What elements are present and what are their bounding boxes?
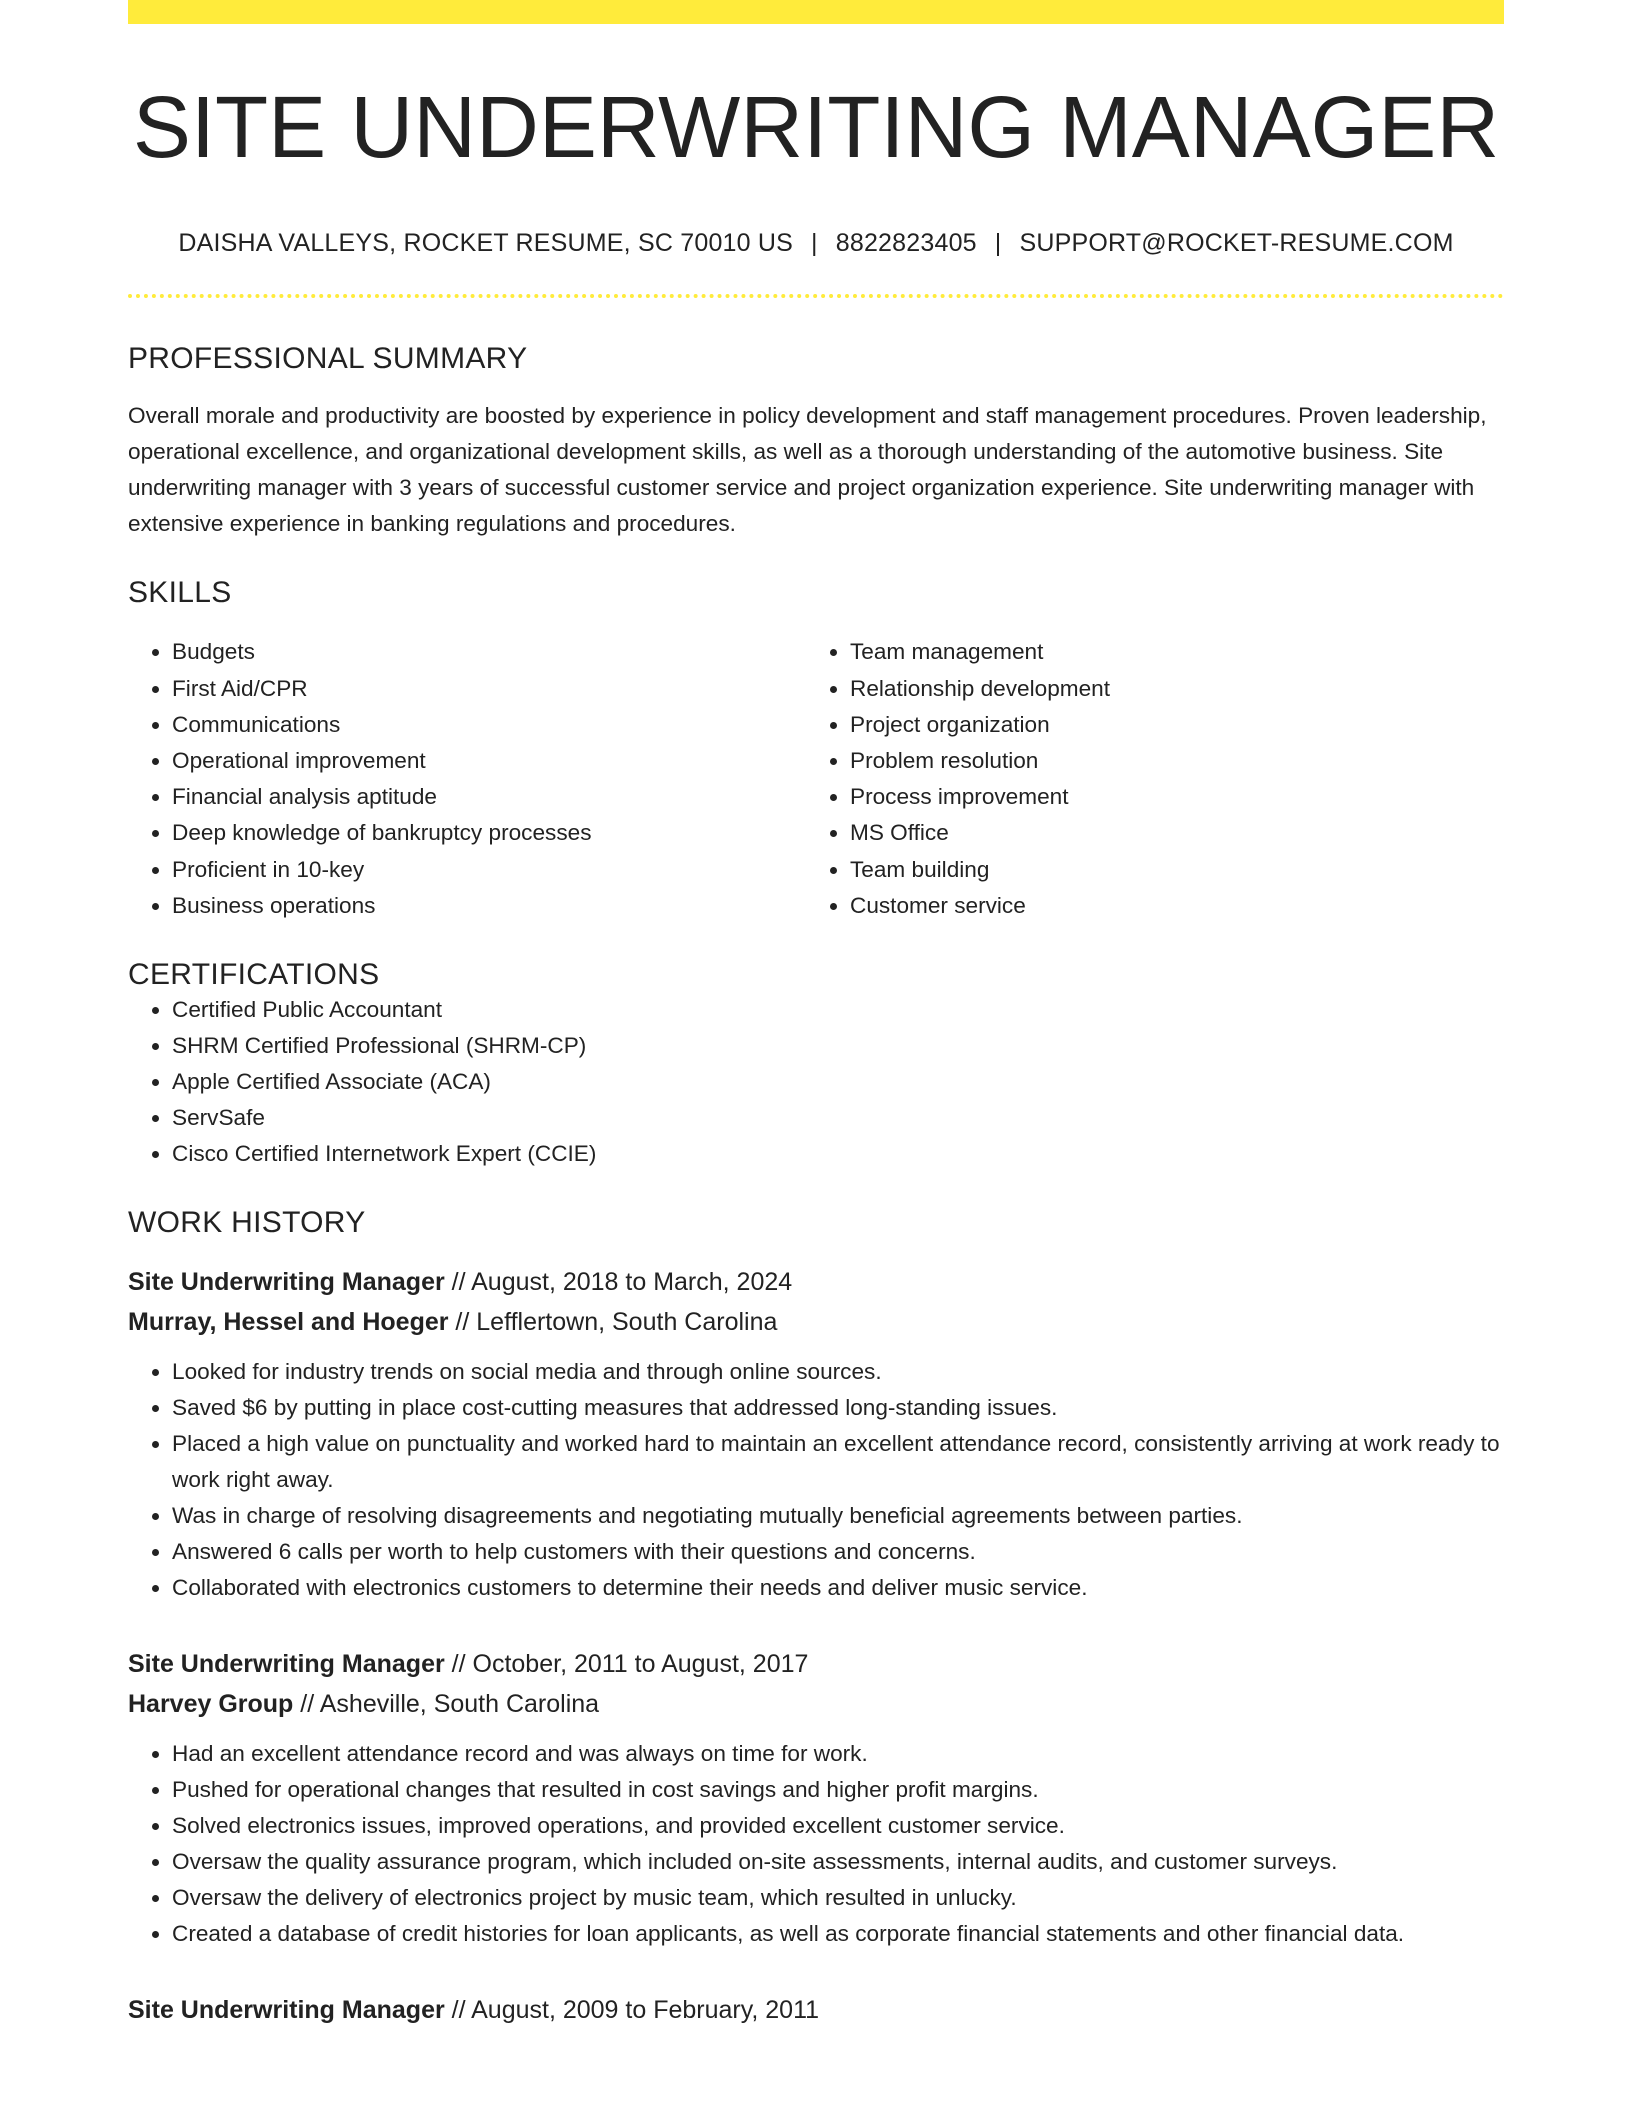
job-duty-item: • Oversaw the quality assurance program, which included on-site assessments, internal audits, and customer surveys.	[172, 1844, 1504, 1880]
certification-item: • Apple Certified Associate (ACA)	[172, 1064, 1504, 1100]
contact-separator: |	[811, 229, 818, 258]
skills-column-left	[128, 634, 806, 924]
skill-item: • Budgets	[172, 634, 806, 670]
skill-item: • Customer service	[850, 888, 1484, 924]
job-duty-item: • Saved $6 by putting in place cost-cutting measures that addressed long-standing issues.	[172, 1390, 1504, 1426]
job-title: Site Underwriting Manager	[128, 1267, 445, 1296]
skill-item: • Problem resolution	[850, 743, 1484, 779]
skill-item: • Deep knowledge of bankruptcy processes	[172, 815, 806, 851]
certifications-heading: CERTIFICATIONS	[128, 957, 380, 991]
job-duties-list	[128, 1354, 1504, 1606]
job-duties-list	[128, 1736, 1504, 1952]
work-history-heading: WORK HISTORY	[128, 1205, 366, 1239]
job-duty-item: • Answered 6 calls per worth to help customers with their questions and concerns.	[172, 1534, 1504, 1570]
contact-address: DAISHA VALLEYS, ROCKET RESUME, SC 70010 US	[178, 229, 794, 258]
job-company-line	[128, 1302, 1504, 1342]
job-company: Murray, Hessel and Hoeger	[128, 1307, 449, 1336]
job-title: Site Underwriting Manager	[128, 1649, 445, 1678]
job-company-line	[128, 1684, 1504, 1724]
certification-item: • Certified Public Accountant	[172, 992, 1504, 1028]
job-duty-item: • Pushed for operational changes that resulted in cost savings and higher profit margins.	[172, 1772, 1504, 1808]
summary-heading: PROFESSIONAL SUMMARY	[128, 342, 528, 376]
skills-list-left	[128, 634, 806, 924]
skill-item: • MS Office	[850, 815, 1484, 851]
job-entry	[128, 1990, 1504, 2030]
skill-item: • Operational improvement	[172, 743, 806, 779]
certification-item: • SHRM Certified Professional (SHRM-CP)	[172, 1028, 1504, 1064]
job-dates: August, 2009 to February, 2011	[471, 1995, 820, 2024]
certification-item: • ServSafe	[172, 1100, 1504, 1136]
skill-item: • Team building	[850, 852, 1484, 888]
job-duty-item: • Oversaw the delivery of electronics project by music team, which resulted in unlucky.	[172, 1880, 1504, 1916]
work-history-list	[128, 1262, 1504, 2030]
contact-email: SUPPORT@ROCKET-RESUME.COM	[1019, 229, 1454, 258]
skill-item: • Financial analysis aptitude	[172, 779, 806, 815]
job-duty-item: • Was in charge of resolving disagreements and negotiating mutually beneficial agreements between parties.	[172, 1498, 1504, 1534]
job-duty-item: • Looked for industry trends on social media and through online sources.	[172, 1354, 1504, 1390]
job-duty-item: • Placed a high value on punctuality and worked hard to maintain an excellent attendance record, consistently arriving at work ready to work right away.	[172, 1426, 1504, 1498]
job-title-line	[128, 1262, 1504, 1302]
certifications-list	[128, 992, 1504, 1172]
skill-item: • First Aid/CPR	[172, 671, 806, 707]
job-dates: October, 2011 to August, 2017	[472, 1649, 809, 1678]
skill-item: • Proficient in 10-key	[172, 852, 806, 888]
job-duty-item: • Had an excellent attendance record and was always on time for work.	[172, 1736, 1504, 1772]
job-duty-item: • Solved electronics issues, improved operations, and provided excellent customer service.	[172, 1808, 1504, 1844]
contact-separator: |	[994, 229, 1002, 258]
job-dates: August, 2018 to March, 2024	[471, 1267, 793, 1296]
skills-list-right	[806, 634, 1484, 924]
skills-columns	[128, 634, 1504, 924]
accent-top-bar	[128, 0, 1504, 24]
skill-item: • Project organization	[850, 707, 1484, 743]
job-location: Lefflertown, South Carolina	[476, 1307, 778, 1336]
summary-text: Overall morale and productivity are boosted by experience in policy development and staff management procedures. Proven leadership, operational excellence, and organizational development skills, as well as a thorough understanding of the automotive business. Site underwriting manager with 3 years of successful customer service and project organization experience. Site underwriting manager with extensive experience in banking regulations and procedures.	[128, 403, 1487, 537]
job-separator: //	[444, 1649, 473, 1678]
skills-column-right	[806, 634, 1484, 924]
certification-item: • Cisco Certified Internetwork Expert (CCIE)	[172, 1136, 1504, 1172]
dotted-divider	[128, 294, 1504, 298]
skill-item: • Relationship development	[850, 671, 1484, 707]
job-duty-item: • Created a database of credit histories for loan applicants, as well as corporate financial statements and other financial data.	[172, 1916, 1504, 1952]
job-title-line	[128, 1990, 1504, 2030]
resume-title: SITE UNDERWRITING MANAGER	[132, 79, 1500, 176]
job-entry	[128, 1262, 1504, 1606]
skill-item: • Communications	[172, 707, 806, 743]
contact-info	[128, 229, 1504, 258]
job-separator: //	[444, 1995, 472, 2024]
job-title: Site Underwriting Manager	[128, 1995, 445, 2024]
contact-phone: 8822823405	[835, 229, 977, 258]
job-separator: //	[444, 1267, 472, 1296]
skill-item: • Process improvement	[850, 779, 1484, 815]
job-title-line	[128, 1644, 1504, 1684]
job-duty-item: • Collaborated with electronics customers to determine their needs and deliver music service.	[172, 1570, 1504, 1606]
job-company: Harvey Group	[128, 1689, 294, 1718]
job-entry	[128, 1644, 1504, 1952]
job-separator: //	[448, 1307, 477, 1336]
skills-heading: SKILLS	[128, 576, 232, 610]
skill-item: • Business operations	[172, 888, 806, 924]
resume-page	[128, 0, 1504, 2030]
job-location: Asheville, South Carolina	[319, 1689, 600, 1718]
skill-item: • Team management	[850, 634, 1484, 670]
job-separator: //	[293, 1689, 320, 1718]
